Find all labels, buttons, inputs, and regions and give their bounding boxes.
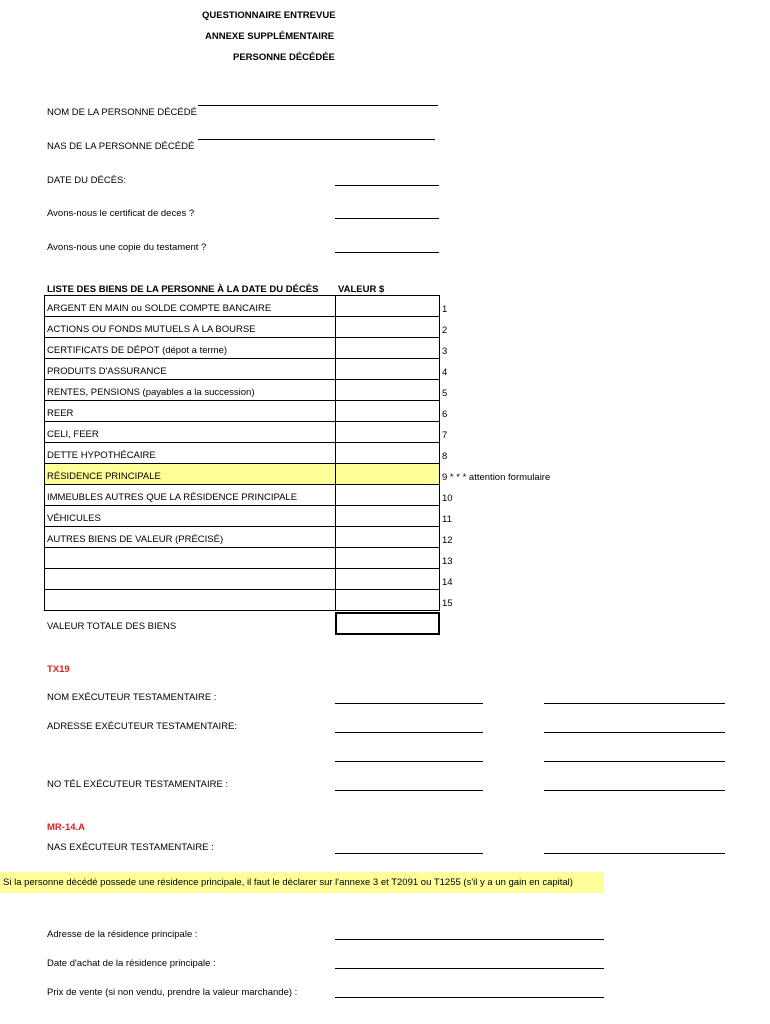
asset-row [45, 464, 615, 485]
asset-value-cell[interactable] [336, 569, 440, 590]
adresse-residence-label: Adresse de la résidence principale : [47, 929, 198, 940]
prix-vente-field[interactable] [335, 997, 604, 998]
date-achat-field[interactable] [335, 968, 604, 969]
asset-row [45, 338, 615, 359]
adresse-executeur-field-4[interactable] [544, 761, 725, 762]
asset-row [45, 527, 615, 548]
date-achat-label: Date d'achat de la résidence principale : [47, 958, 216, 969]
asset-line-number: 2 [442, 324, 448, 336]
adresse-executeur-field-1[interactable] [335, 732, 483, 733]
adresse-executeur-field-3[interactable] [335, 761, 483, 762]
asset-line-number: 14 [442, 576, 453, 588]
asset-line-number: 1 [442, 303, 448, 315]
asset-label [45, 569, 336, 590]
asset-line-number: 11 [442, 513, 452, 525]
asset-value-cell[interactable] [336, 443, 440, 464]
asset-value-cell[interactable] [336, 590, 440, 611]
adresse-executeur-label: ADRESSE EXÉCUTEUR TESTAMENTAIRE: [47, 721, 238, 732]
asset-label: ARGENT EN MAIN ou SOLDE COMPTE BANCAIRE [45, 296, 336, 317]
asset-row [45, 485, 615, 506]
asset-label: VÉHICULES [45, 506, 336, 527]
assets-table [44, 295, 615, 611]
asset-row [45, 443, 615, 464]
asset-label: CELI, FEER [45, 422, 336, 443]
nas-executeur-label: NAS EXÉCUTEUR TESTAMENTAIRE : [47, 842, 214, 853]
asset-value-cell[interactable] [336, 527, 440, 548]
certificat-field[interactable] [335, 218, 439, 219]
asset-row [45, 317, 615, 338]
nas-executeur-field-1[interactable] [335, 853, 483, 854]
asset-value-cell[interactable] [336, 338, 440, 359]
asset-value-cell[interactable] [336, 380, 440, 401]
asset-row [45, 380, 615, 401]
nom-executeur-field-1[interactable] [335, 703, 483, 704]
title-questionnaire: QUESTIONNAIRE ENTREVUE [202, 10, 336, 21]
asset-line-number: 6 [442, 408, 448, 420]
nas-field[interactable] [198, 139, 435, 140]
asset-line-number: 15 [442, 597, 453, 609]
asset-label: CERTIFICATS DE DÉPOT (dépot a terme) [45, 338, 336, 359]
asset-value-cell[interactable] [336, 506, 440, 527]
mr14a-heading: MR-14.A [47, 822, 86, 833]
asset-line-number: 9 * * * attention formulaire [442, 471, 551, 483]
total-value-box[interactable] [335, 612, 440, 635]
nom-executeur-label: NOM EXÉCUTEUR TESTAMENTAIRE : [47, 692, 217, 703]
asset-row [45, 401, 615, 422]
asset-label: RÉSIDENCE PRINCIPALE [45, 464, 336, 485]
asset-value-cell[interactable] [336, 464, 440, 485]
asset-value-cell[interactable] [336, 317, 440, 338]
asset-row [45, 359, 615, 380]
asset-label: IMMEUBLES AUTRES QUE LA RÉSIDENCE PRINCIPALE [45, 485, 336, 506]
asset-row [45, 296, 615, 317]
title-annexe: ANNEXE SUPPLÉMENTAIRE [205, 31, 335, 42]
prix-vente-label: Prix de vente (si non vendu, prendre la valeur marchande) : [47, 987, 298, 998]
adresse-executeur-field-2[interactable] [544, 732, 725, 733]
asset-value-cell[interactable] [336, 485, 440, 506]
date-deces-field[interactable] [335, 185, 439, 186]
asset-label: RENTES, PENSIONS (payables a la succession) [45, 380, 336, 401]
tel-executeur-field-2[interactable] [544, 790, 725, 791]
total-label: VALEUR TOTALE DES BIENS [47, 621, 177, 632]
asset-label: ACTIONS OU FONDS MUTUELS À LA BOURSE [45, 317, 336, 338]
title-personne-decedee: PERSONNE DÉCÉDÉE [233, 52, 335, 63]
asset-label: DETTE HYPOTHÉCAIRE [45, 443, 336, 464]
value-header: VALEUR $ [338, 284, 385, 295]
asset-row [45, 548, 615, 569]
testament-label: Avons-nous une copie du testament ? [47, 242, 207, 253]
asset-label [45, 590, 336, 611]
asset-label: REER [45, 401, 336, 422]
tel-executeur-label: NO TÉL EXÉCUTEUR TESTAMENTAIRE : [47, 779, 229, 790]
asset-label [45, 548, 336, 569]
tel-executeur-field-1[interactable] [335, 790, 483, 791]
asset-line-number: 4 [442, 366, 448, 378]
date-deces-label: DATE DU DÉCÈS: [47, 175, 127, 186]
asset-value-cell[interactable] [336, 422, 440, 443]
asset-row [45, 590, 615, 611]
asset-value-cell[interactable] [336, 296, 440, 317]
residence-note: Si la personne décédé possede une résidence principale, il faut le déclarer sur l'annexe 3 et T2091 ou T1255 (s'il y a un gain en capital) [0, 872, 604, 893]
asset-label: AUTRES BIENS DE VALEUR (PRÉCISÉ) [45, 527, 336, 548]
asset-value-cell[interactable] [336, 548, 440, 569]
asset-line-number: 7 [442, 429, 448, 441]
assets-header: LISTE DES BIENS DE LA PERSONNE À LA DATE DU DÉCÈS [47, 284, 319, 295]
nom-field[interactable] [198, 105, 438, 106]
asset-label: PRODUITS D'ASSURANCE [45, 359, 336, 380]
tx19-heading: TX19 [47, 664, 70, 675]
asset-row [45, 422, 615, 443]
asset-line-number: 13 [442, 555, 453, 567]
asset-line-number: 10 [442, 492, 453, 504]
testament-field[interactable] [335, 252, 439, 253]
asset-line-number: 3 [442, 345, 448, 357]
asset-line-number: 8 [442, 450, 448, 462]
certificat-label: Avons-nous le certificat de deces ? [47, 208, 195, 219]
nas-executeur-field-2[interactable] [544, 853, 725, 854]
nom-executeur-field-2[interactable] [544, 703, 725, 704]
nom-label: NOM DE LA PERSONNE DÉCÉDÉ [47, 107, 197, 118]
asset-value-cell[interactable] [336, 359, 440, 380]
asset-row [45, 506, 615, 527]
asset-row [45, 569, 615, 590]
asset-line-number: 5 [442, 387, 448, 399]
asset-value-cell[interactable] [336, 401, 440, 422]
adresse-residence-field[interactable] [335, 939, 604, 940]
nas-label: NAS DE LA PERSONNE DÉCÉDÉ [47, 141, 195, 152]
asset-line-number: 12 [442, 534, 453, 546]
